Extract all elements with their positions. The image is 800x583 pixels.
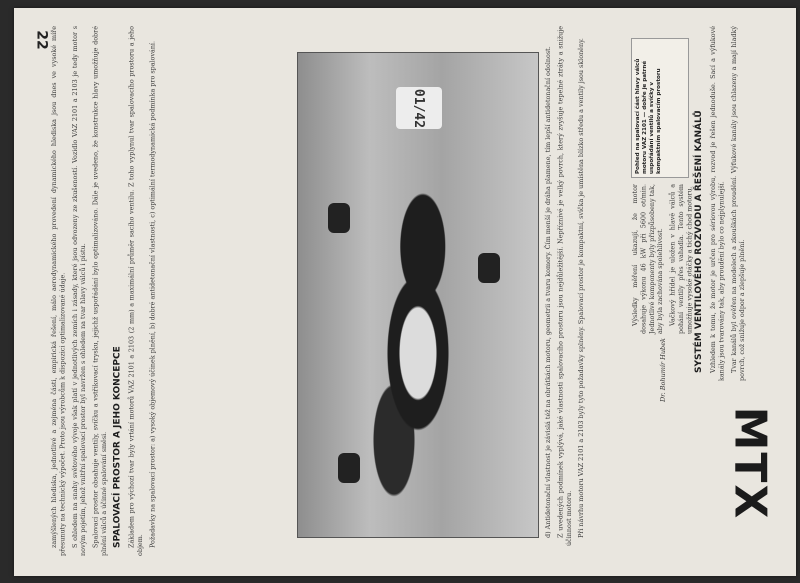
paragraph: d) Antidetonační vlastnost je závislá též na obrátkách motoru, geometrii a tvaru komory. Čím menší je dráha plamene, tím lepší antidetonační odolnost. <box>544 46 552 538</box>
photo-detail <box>338 453 360 483</box>
paragraph: S ohledem na snahy světového vývoje však platí v jednotlivých zemích i zásady, které jsou odvozeny ze zkušeností. Vozidlo VAZ 2101 a 2103 je tedy motor s novým pojetím, jehož vnitřní spalovací prostor byl navržen s ohledem na tvar hlavy válců i pístu. <box>70 26 88 556</box>
engine-head-photo <box>297 52 539 538</box>
paragraph: Tvar kanálů byl ověřen na modelech a zkouškách proudění. Výfukové kanály jsou chlazeny a mají hladký povrch, což snižuje odpor a zlepšuje plnění. <box>729 26 747 381</box>
photo-detail <box>478 253 500 283</box>
section-heading: SYSTÉM VENTILOVÉHO ROZVODU A ŘEŠENÍ KANÁLŮ <box>694 110 704 373</box>
text-column-1 <box>50 26 290 556</box>
paragraph: Z uvedených podmínek vyplývá, jaké vlastnosti spalovacího prostoru jsou nejdůležitější. Nepříznivé je velký povrch, který zvyšuje tepelné ztráty a snižuje účinnost motoru. <box>556 26 573 546</box>
photo-detail <box>328 203 350 233</box>
section-heading: SPALOVACÍ PROSTOR A JEHO KONCEPCE <box>112 346 123 548</box>
author-signature: Dr. Bohumír Hubek <box>659 338 667 403</box>
paragraph: Výsledky měření ukazují, že motor dosahuje výkonu 46 kW při 5600 ot/min. Jednotlivé komponenty byly přizpůsobeny tak, aby byla zachována spolehlivost. <box>631 184 665 334</box>
photo-caption: Pohled na spalovací část hlavy válců motoru VAZ 2101 — dobře je patrné uspořádání ventilů a svíčky v kompaktním spalovacím prostoru <box>631 38 689 178</box>
paragraph: Spalovací prostor obsahuje ventily, svíčku a vstřikovací trysku, jejichž uspořádání bylo optimalizováno. Dále je uvedeno, že konstrukce hlavy umožňuje dobré plnění válců a účinné spalování směsi. <box>91 26 109 556</box>
photo-stamp: 01/42 <box>396 87 442 129</box>
text-column-3 <box>631 184 694 334</box>
paragraph: Při návrhu motoru VAZ 2101 a 2103 byly tyto požadavky splněny. Spalovací prostor je kompaktní, svíčka je umístěna blízko středu a ventily jsou skloněny. <box>577 38 586 538</box>
paragraph: Vačkový hřídel je uložen v hlavě válců a pohání ventily přes vahadla. Tento systém umožňuje vysoké otáčky a tichý chod motoru. <box>668 184 694 334</box>
paragraph: Základem pro výchozí tvar byly vrtání motorů VAZ 2101 a 2103 (2 mm) a maximální průměr sacího ventilu. Z toho vyplynul tvar spalovacího prostoru a jeho objem. <box>127 26 144 556</box>
paragraph: zamýšlených hlediska, jednotlivé a zejména části, empirická řešení, málo aerodynamického provedení dynamického hlediska jsou dnes ve vysoké míře přesunuty na technický výpočet. Proto jsou výrobcům k dispozici optimalizované údaje. <box>50 26 67 556</box>
text-column-2 <box>544 26 624 546</box>
page-number: 22 <box>33 30 50 50</box>
magazine-page <box>14 8 796 576</box>
mtx-logo: MTX <box>724 406 776 520</box>
paragraph: Vzhledem k tomu, že motor je určen pro sériovou výrobu, rozvod je řešen jednoduše. Sací a výfukové kanály jsou tvarovány tak, aby proudění bylo co nejplynulejší. <box>709 26 726 381</box>
paragraph: Požadavky na spalovací prostor: a) vysoký objemový účinek plnění, b) dobré antidetonační vlastnosti, c) optimální termodynamická podmínka pro spalování. <box>148 40 157 548</box>
text-column-4 <box>694 26 782 381</box>
